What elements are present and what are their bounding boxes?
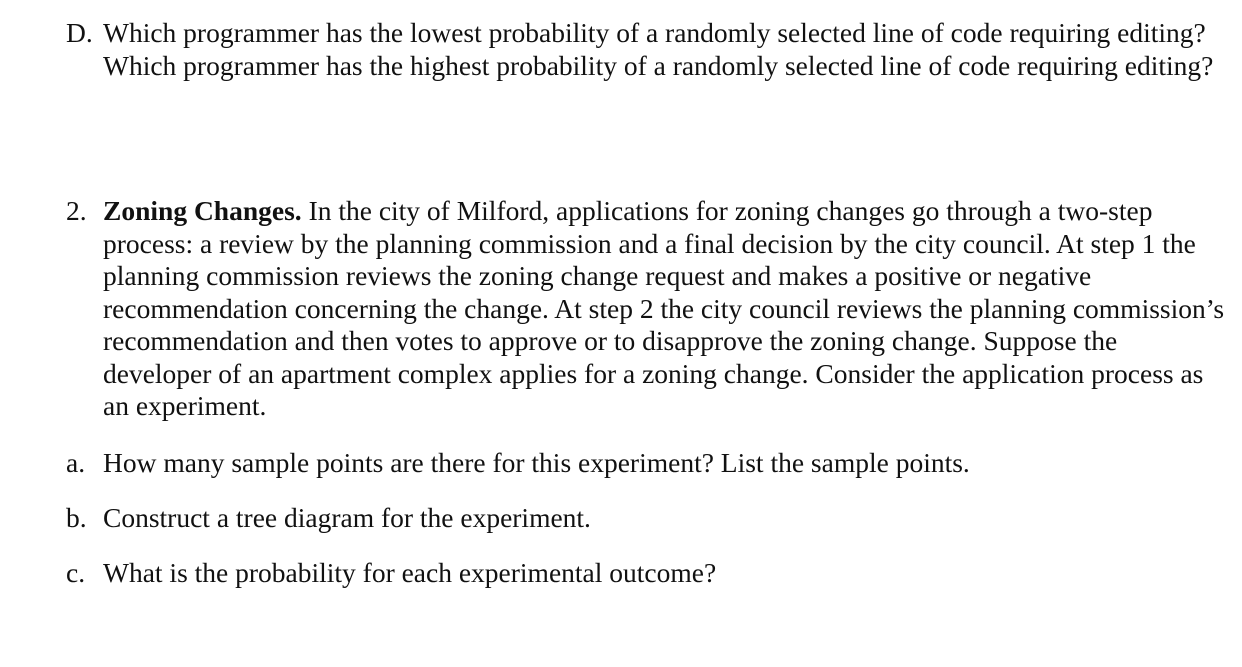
part-a [66, 447, 1226, 480]
question-d-text: Which programmer has the lowest probability of a randomly selected line of code requiring editing? Which programmer has the highest probability of a randomly selected line of code requiring editing? [103, 17, 1214, 81]
problem-2-marker: 2. [66, 195, 87, 226]
question-d [66, 17, 1226, 82]
part-a-marker: a. [66, 447, 86, 478]
problem-2-title: Zoning Changes. [103, 195, 302, 226]
problem-2 [66, 195, 1226, 423]
question-d-marker: D. [66, 17, 93, 48]
part-c [66, 557, 1226, 590]
part-b-marker: b. [66, 502, 87, 533]
problem-2-text: In the city of Milford, applications for zoning changes go through a two-step process: a review by the planning commission and a final decision by the city council. At step 1 the planning commission reviews the zoning change request and makes a positive or negative recommendation concerning the change. At step 2 the city council reviews the planning commission’s recommendation and then votes to approve or to disapprove the zoning change. Suppose the developer of an apartment complex applies for a zoning change. Consider the application process as an experiment. [103, 195, 1225, 421]
part-c-text: What is the probability for each experimental outcome? [103, 557, 717, 588]
problem-2-body [103, 195, 1226, 423]
part-b-text: Construct a tree diagram for the experiment. [103, 502, 591, 533]
part-a-text: How many sample points are there for this experiment? List the sample points. [103, 447, 970, 478]
part-c-marker: c. [66, 557, 86, 588]
part-b [66, 502, 1226, 535]
